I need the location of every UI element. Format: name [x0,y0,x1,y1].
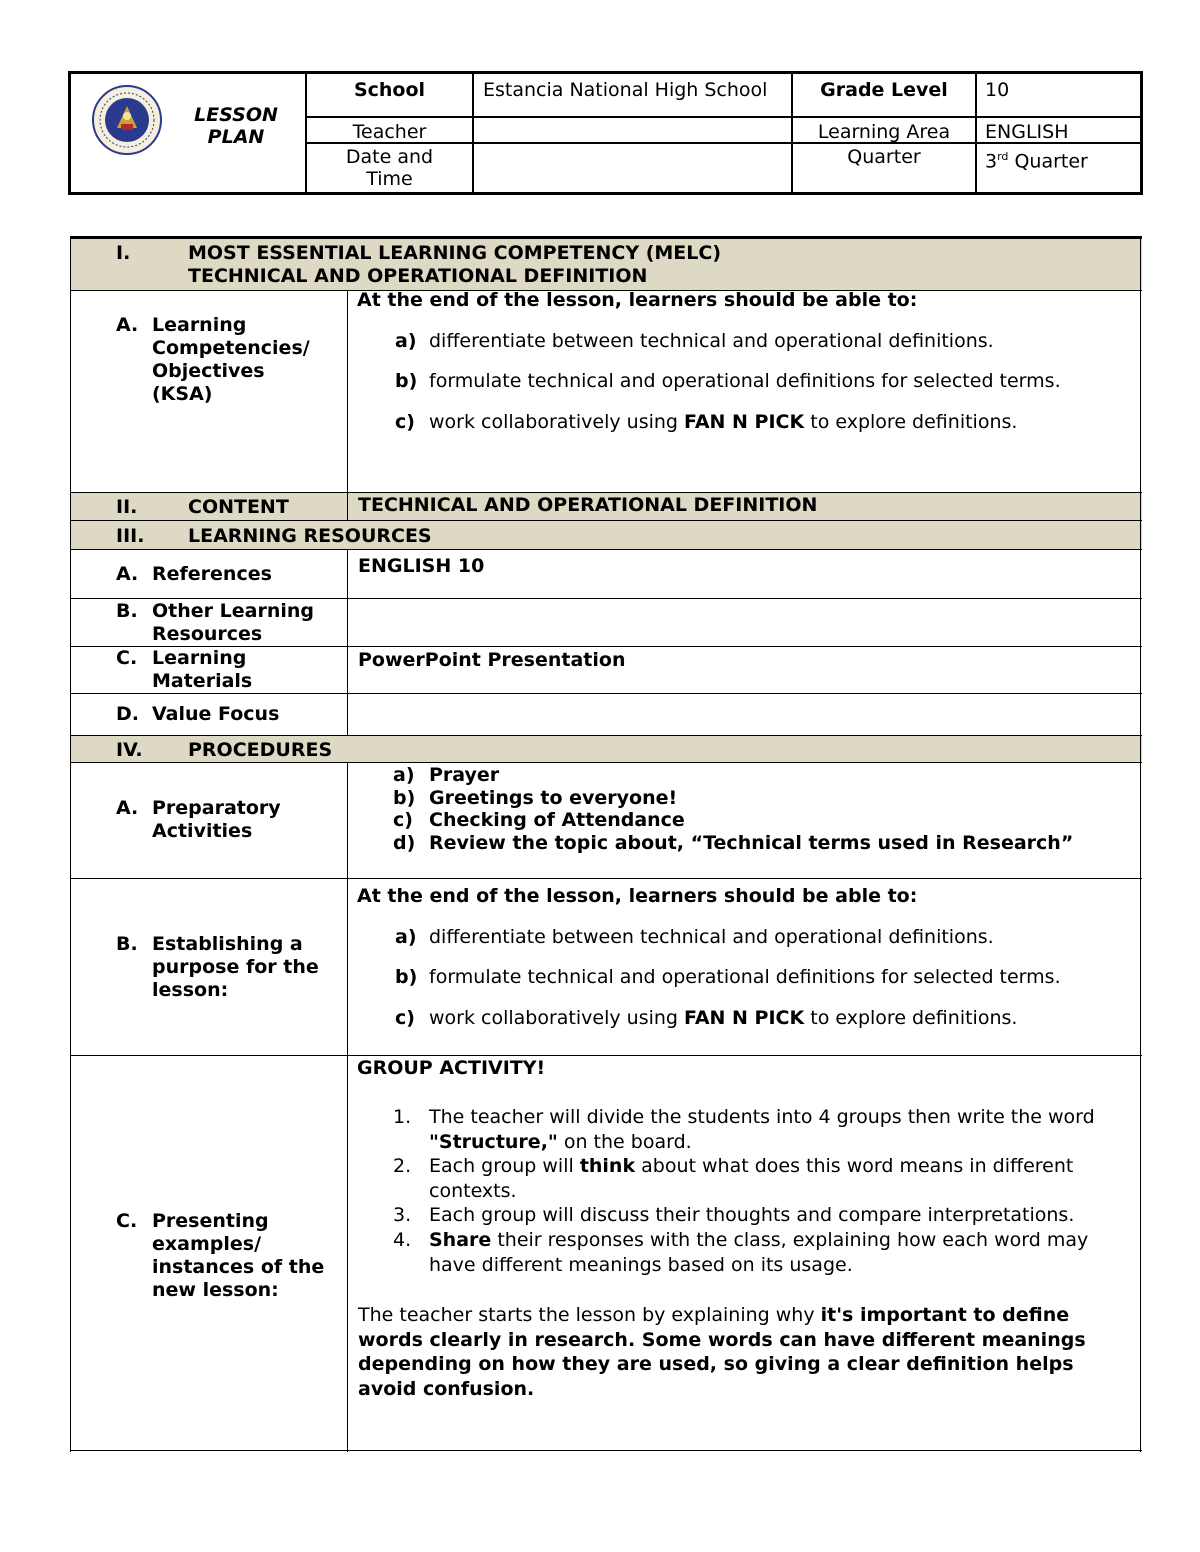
group-activity-heading: GROUP ACTIVITY! [357,1057,546,1079]
purpose-intro: At the end of the lesson, learners should be able to: [357,885,918,907]
school-value: Estancia National High School [483,79,768,101]
objectives-intro: At the end of the lesson, learners should be able to: [357,289,918,311]
preparatory-list [357,764,1127,854]
learning-materials-value: PowerPoint Presentation [358,649,626,671]
procedures-title: PROCEDURES [188,739,333,761]
section-4-roman: IV. [116,739,143,761]
section-2-roman: II. [116,496,138,518]
learning-area-value: ENGLISH [985,121,1069,143]
section-1-roman: I. [116,242,131,264]
group-activity-step: 4. Share their responses with the class, explaining how each word may have different meanings based on its usage. [393,1228,1089,1276]
lesson-plan-table: I. MOST ESSENTIAL LEARNING COMPETENCY (MELC) TECHNICAL AND OPERATIONAL DEFINITION A. Learning Competencies/ Objectives (KSA) At the end of the lesson, learners should be able to: a) differentiate between technical and operational definitions. b) formulate technical and operational definitions for selected terms. c) work collaboratively using FAN N PICK to explore definitions. II. CONTENT TECHNICAL AND OPERATIONAL DEFINITION III. LEARNING RESOURCES A. References ENGLISH 10 B. Other Learning Resources C. Learning Materials PowerPoint Presentation D. Value Focus IV. PROCEDURES A. Preparatory Activities a) Prayer b) Greetings to everyone! c) Checking of Attendance d) Review the topic about, “Technical terms used in Research” B. Establishing a purpose for the lesson: At the end of the lesson, learners should be able to: a) differentiate between technical and operational definitions. b) formulate technical and operational definitions for selected terms. c) work collaboratively using FAN N PICK to explore definitions. C. Presenting examples/ instances of the new lesson: GROUP ACTIVITY! 1. The teacher will divide the students into 4 groups then write the word "Structure," on the board. 2. Each group will think about what does this word means in different contexts. 3. Each group will discuss their thoughts and compare interpretations. 4. Share their responses with the class, explaining how each word may have different meanings based on its usage. The teacher starts the lesson by explaining why it's important to define words clearly in research. Some words can have different meanings depending on how they are used, so giving a clear definition helps avoid confusion. [70,236,1142,1452]
content-label: CONTENT [188,496,289,518]
group-activity-step: 1. The teacher will divide the students into 4 groups then write the word "Structure," on the board. [393,1106,1095,1153]
references-value: ENGLISH 10 [358,555,485,577]
learning-area-label: Learning Area [817,121,951,143]
preparatory-item: a) Prayer [393,764,500,786]
grade-level-label: Grade Level [820,79,948,101]
content-value: TECHNICAL AND OPERATIONAL DEFINITION [358,494,818,516]
date-time-label: Date and Time [345,146,434,190]
preparatory-item: d) Review the topic about, “Technical terms used in Research” [393,831,1074,854]
group-activity-step: 3. Each group will discuss their thoughts and compare interpretations. [393,1204,1075,1227]
school-label: School [353,79,426,101]
section-1-title: MOST ESSENTIAL LEARNING COMPETENCY (MELC) TECHNICAL AND OPERATIONAL DEFINITION [188,242,722,287]
group-activity-steps [357,1105,1127,1277]
grade-level-value: 10 [985,79,1010,101]
quarter-label: Quarter [847,146,921,168]
deped-seal-icon [91,84,163,156]
lesson-plan-title: LESSON PLAN [194,104,278,148]
lesson-intro-paragraph: The teacher starts the lesson by explaining why it's important to define words clearly in research. Some words can have different meanings depending on how they are used, so giving a clear definition helps avoid confusion. [358,1304,1086,1400]
teacher-label: Teacher [352,121,427,143]
resources-title: LEARNING RESOURCES [188,525,432,547]
quarter-value: 3rd Quarter [985,150,1088,173]
preparatory-item: b) Greetings to everyone! [393,786,678,809]
group-activity-step: 2. Each group will think about what does this word means in different contexts. [393,1155,1074,1202]
preparatory-item: c) Checking of Attendance [393,809,685,831]
section-3-roman: III. [116,525,145,547]
header-table [68,71,1143,195]
